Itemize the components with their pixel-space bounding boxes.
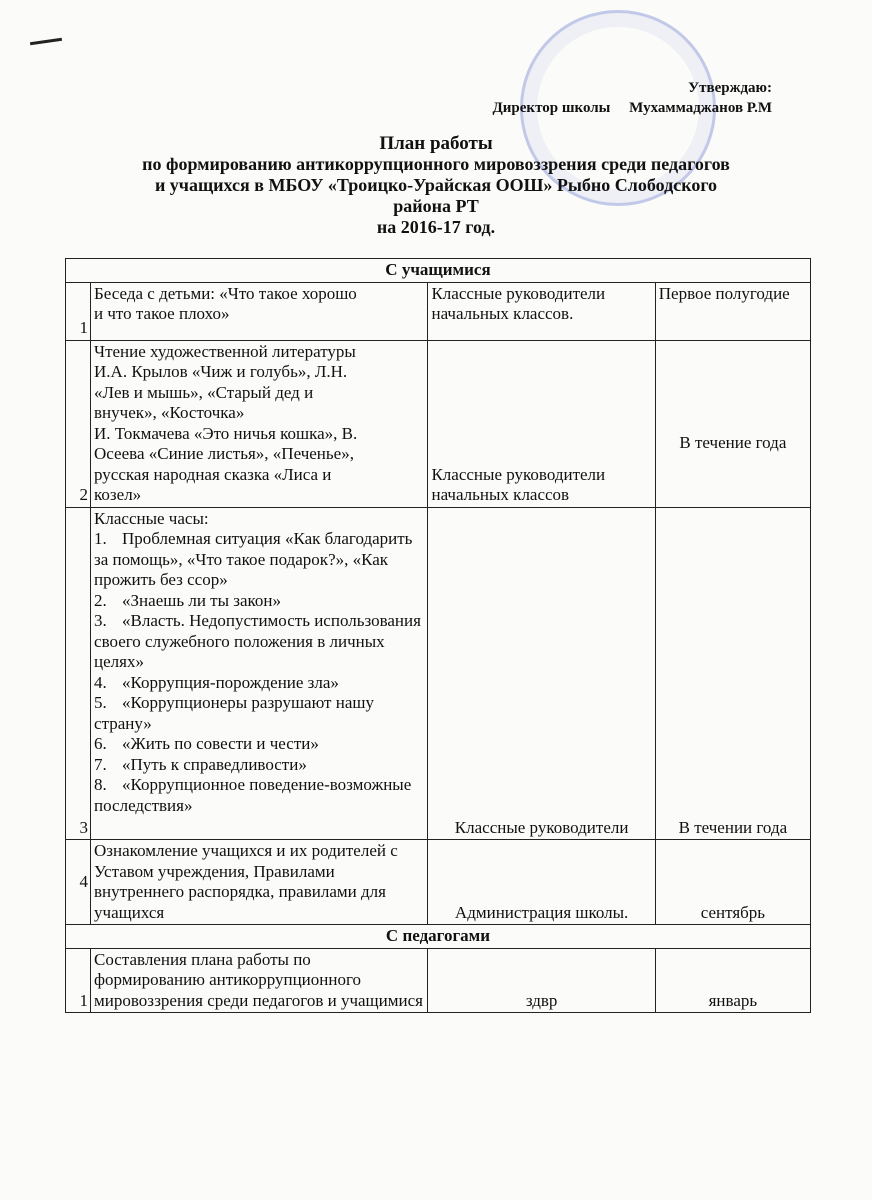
row-number: 1 [66, 282, 91, 340]
table-row [66, 340, 811, 507]
period-cell: сентябрь [655, 840, 810, 925]
section-students: С учащимися [66, 259, 811, 283]
responsible-cell: Администрация школы. [428, 840, 655, 925]
approval-signatory: Директор школы Мухаммаджанов Р.М [492, 100, 772, 116]
title-line: района РТ [393, 196, 479, 216]
period-cell: В течении года [655, 507, 810, 840]
row-number: 4 [66, 840, 91, 925]
pen-mark [30, 38, 62, 45]
period-cell: январь [655, 948, 810, 1013]
item-text: «Жить по совести и чести» [122, 734, 319, 753]
list-item [94, 775, 424, 838]
row-number: 2 [66, 340, 91, 507]
list-item [94, 591, 424, 612]
period-cell: В течение года [655, 340, 810, 507]
activity-line: И.А. Крылов «Чиж и голубь», Л.Н. [94, 362, 348, 381]
activity-line: внучек», «Косточка» [94, 403, 245, 422]
activity-line: Беседа с детьми: «Что такое хорошо [94, 283, 357, 303]
table-row [66, 507, 811, 840]
plan-table [65, 258, 811, 1013]
section-row [66, 259, 811, 283]
activity-title: Классные часы: [94, 508, 209, 528]
activity-line: козел» [94, 485, 142, 504]
list-item [94, 611, 424, 673]
list-item [94, 755, 424, 776]
item-text: «Коррупционное поведение-возможные последствия» [94, 775, 412, 815]
item-number: 8. [94, 775, 107, 794]
row-number: 3 [66, 507, 91, 840]
item-text: Проблемная ситуация «Как благодарить за помощь», «Что такое подарок?», «Как прожить без ссор» [94, 529, 413, 589]
activity-cell [91, 340, 428, 507]
approval-label: Утверждаю: [688, 80, 772, 96]
title-line: и учащихся в МБОУ «Троицко-Урайская ООШ» Рыбно Слободского [154, 175, 718, 195]
document-title [0, 133, 872, 238]
item-text: «Коррупционеры разрушают нашу страну» [94, 693, 374, 733]
section-row [66, 925, 811, 949]
activity-cell: Ознакомление учащихся и их родителей с Уставом учреждения, Правилами внутреннего распорядка, правилами для учащихся [91, 840, 428, 925]
activity-cell: Составления плана работы по формированию антикоррупционного мировоззрения среди педагогов и учащимися [91, 948, 428, 1013]
list-item [94, 673, 424, 694]
item-number: 2. [94, 590, 107, 610]
responsible-cell: здвр [428, 948, 655, 1013]
item-number: 6. [94, 734, 107, 753]
item-number: 3. [94, 611, 107, 630]
responsible-cell: Классные руководители начальных классов [428, 340, 655, 507]
activity-line: Осеева «Синие листья», «Печенье», [94, 444, 354, 463]
item-text: «Коррупция-порождение зла» [122, 672, 339, 692]
activity-line: И. Токмачева «Это ничья кошка», В. [94, 423, 358, 443]
table-row [66, 282, 811, 340]
list-item [94, 529, 424, 591]
period-cell: Первое полугодие [655, 282, 810, 340]
item-number: 1. [94, 529, 107, 548]
responsible-cell: Классные руководители начальных классов. [428, 282, 655, 340]
title-line: на 2016-17 год. [376, 217, 496, 237]
activity-line: и что такое плохо» [94, 304, 230, 323]
item-text: «Власть. Недопустимость использования своего служебного положения в личных целях» [94, 611, 421, 671]
title-line: План работы [379, 133, 493, 154]
item-number: 5. [94, 693, 107, 712]
table-row [66, 948, 811, 1013]
item-number: 7. [94, 754, 107, 774]
section-teachers: С педагогами [66, 925, 811, 949]
activity-line: «Лев и мышь», «Старый дед и [94, 382, 314, 402]
approval-block [492, 78, 772, 118]
responsible-cell: Классные руководители [428, 507, 655, 840]
item-text: «Знаешь ли ты закон» [122, 590, 282, 610]
list-item [94, 734, 424, 755]
activity-line: Чтение художественной литературы [94, 341, 356, 361]
activity-cell [91, 507, 428, 840]
activity-cell [91, 282, 428, 340]
activity-line: русская народная сказка «Лиса и [94, 464, 332, 484]
title-line: по формированию антикоррупционного мировоззрения среди педагогов [142, 154, 730, 174]
list-item [94, 693, 424, 734]
item-text: «Путь к справедливости» [122, 754, 307, 774]
item-number: 4. [94, 672, 107, 692]
row-number: 1 [66, 948, 91, 1013]
table-row [66, 840, 811, 925]
